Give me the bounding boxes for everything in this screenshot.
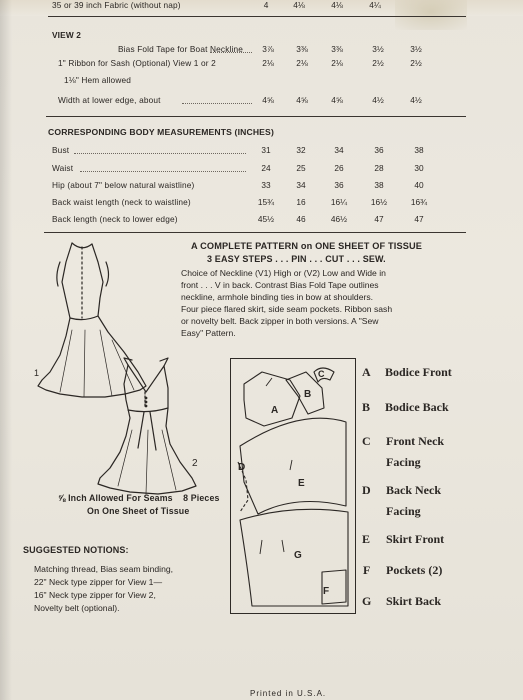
view2-value: 4½ (372, 95, 384, 105)
layout-letter-a: A (271, 405, 279, 416)
piece-f-name: Pockets (2) (386, 563, 443, 577)
view2-heading: VIEW 2 (52, 30, 82, 40)
piece-b-letter: B (362, 400, 371, 414)
view2-value: 3⅜ (331, 44, 343, 54)
view2-number: 2 (192, 458, 198, 469)
measure-value: 28 (374, 163, 384, 173)
layout-letter-c: C (318, 369, 325, 379)
pattern-description-line: neckline, armhole binding ties in bow at shoulders. (181, 292, 374, 302)
measure-label: Hip (about 7" below natural waistline) (52, 180, 195, 190)
measure-value: 34 (334, 145, 344, 155)
body-measurements-heading: CORRESPONDING BODY MEASUREMENTS (INCHES) (48, 127, 274, 137)
view2-value: 4⅝ (296, 95, 308, 105)
measure-value: 47 (374, 214, 384, 224)
measure-value: 46 (296, 214, 306, 224)
seams-line-2: On One Sheet of Tissue (87, 506, 190, 516)
fabric-value-2: 4⅛ (293, 0, 305, 10)
measure-value: 36 (374, 145, 384, 155)
fabric-value-1: 4 (263, 0, 269, 10)
measure-value: 31 (261, 145, 271, 155)
pattern-description-line: Four piece flared skirt, side seam pockets. Ribbon sash (181, 304, 393, 314)
view2-value: 2½ (372, 58, 384, 68)
pattern-description-line: Easy" Pattern. (181, 328, 236, 338)
notions-line: 22" Neck type zipper for View 1— (34, 577, 163, 587)
fabric-value-3: 4⅛ (331, 0, 343, 10)
layout-letter-d: D (238, 462, 246, 473)
measure-value: 15¾ (257, 197, 275, 207)
measure-value: 16 (296, 197, 306, 207)
piece-a-name: Bodice Front (385, 365, 452, 379)
piece-d-name-2: Facing (386, 504, 421, 518)
view2-value: 2⅛ (296, 58, 308, 68)
fabric-value-4: 4¼ (369, 0, 381, 10)
view2-value: 2½ (410, 58, 422, 68)
measure-value: 32 (296, 145, 306, 155)
pattern-description-line: Choice of Neckline (V1) High or (V2) Low and Wide in (181, 268, 386, 278)
measure-value: 34 (296, 180, 306, 190)
view2-value: 4½ (410, 95, 422, 105)
piece-f-letter: F (363, 563, 371, 577)
view2-row-label: 1" Ribbon for Sash (Optional) View 1 or 2 (58, 58, 216, 68)
view2-value: 2⅛ (331, 58, 343, 68)
pattern-title: A COMPLETE PATTERN on ONE SHEET OF TISSUE (191, 241, 423, 251)
fabric-row-label: 35 or 39 inch Fabric (without nap) (52, 0, 181, 10)
piece-c-name-2: Facing (386, 455, 421, 469)
measure-value: 47 (414, 214, 424, 224)
layout-letter-g: G (294, 550, 302, 561)
notions-line: Matching thread, Bias seam binding, (34, 564, 174, 574)
piece-e-outline (240, 418, 346, 514)
notions-line: 16" Neck type zipper for View 2, (34, 590, 156, 600)
measure-label: Back length (neck to lower edge) (52, 214, 178, 224)
seams-line-1: ⅝ Inch Allowed For Seams 8 Pieces (58, 493, 220, 503)
pattern-description-line: front . . . V in back. Contrast Bias Fold Tape outlines (181, 280, 379, 290)
measure-value: 46½ (330, 214, 348, 224)
measure-value: 40 (414, 180, 424, 190)
measure-value: 45½ (257, 214, 275, 224)
measure-label: Back waist length (neck to waistline) (52, 197, 191, 207)
view1-number: 1 (34, 368, 40, 378)
piece-e-letter: E (362, 532, 371, 546)
notions-heading: SUGGESTED NOTIONS: (23, 545, 129, 555)
view2-row-label: Width at lower edge, about (58, 95, 161, 105)
measure-value: 24 (261, 163, 271, 173)
layout-letter-f: F (323, 586, 330, 597)
view2-value: 3⅞ (262, 44, 274, 54)
view2-value: 4⅝ (331, 95, 343, 105)
layout-letter-e: E (298, 478, 305, 489)
piece-c-letter: C (362, 434, 371, 448)
measure-value: 25 (296, 163, 306, 173)
layout-letter-b: B (304, 389, 312, 400)
view2-row-label: 1⅛" Hem allowed (64, 75, 131, 85)
measure-label: Bust (52, 145, 70, 155)
piece-g-letter: G (362, 594, 372, 608)
piece-e-name: Skirt Front (386, 532, 445, 546)
piece-g-name: Skirt Back (386, 594, 442, 608)
piece-a-outline (244, 372, 300, 426)
measure-value: 16¼ (330, 197, 348, 207)
notions-line: Novelty belt (optional). (34, 603, 120, 613)
view2-value: 4⅝ (262, 95, 274, 105)
view2-row-label: Bias Fold Tape for Boat Neckline (118, 44, 244, 54)
piece-a-letter: A (362, 365, 371, 379)
measure-value: 33 (261, 180, 271, 190)
view2-value: 3⅜ (296, 44, 308, 54)
piece-c-name: Front Neck (386, 434, 445, 448)
measure-value: 36 (334, 180, 344, 190)
measure-label: Waist (52, 163, 74, 173)
view2-value: 3½ (410, 44, 422, 54)
view2-value: 3½ (372, 44, 384, 54)
view2-value: 2⅛ (262, 58, 274, 68)
piece-b-name: Bodice Back (385, 400, 449, 414)
piece-d-name: Back Neck (386, 483, 441, 497)
measure-value: 16¾ (410, 197, 428, 207)
pattern-steps: 3 EASY STEPS . . . PIN . . . CUT . . . SEW. (207, 254, 386, 264)
piece-d-letter: D (362, 483, 371, 497)
pattern-description-line: or novelty belt. Back zipper in both versions. A "Sew (181, 316, 379, 326)
measure-value: 38 (374, 180, 384, 190)
measure-value: 16½ (370, 197, 388, 207)
measure-value: 30 (414, 163, 424, 173)
printed-in-usa: Printed in U.S.A. (250, 689, 327, 698)
measure-value: 26 (334, 163, 344, 173)
measure-value: 38 (414, 145, 424, 155)
